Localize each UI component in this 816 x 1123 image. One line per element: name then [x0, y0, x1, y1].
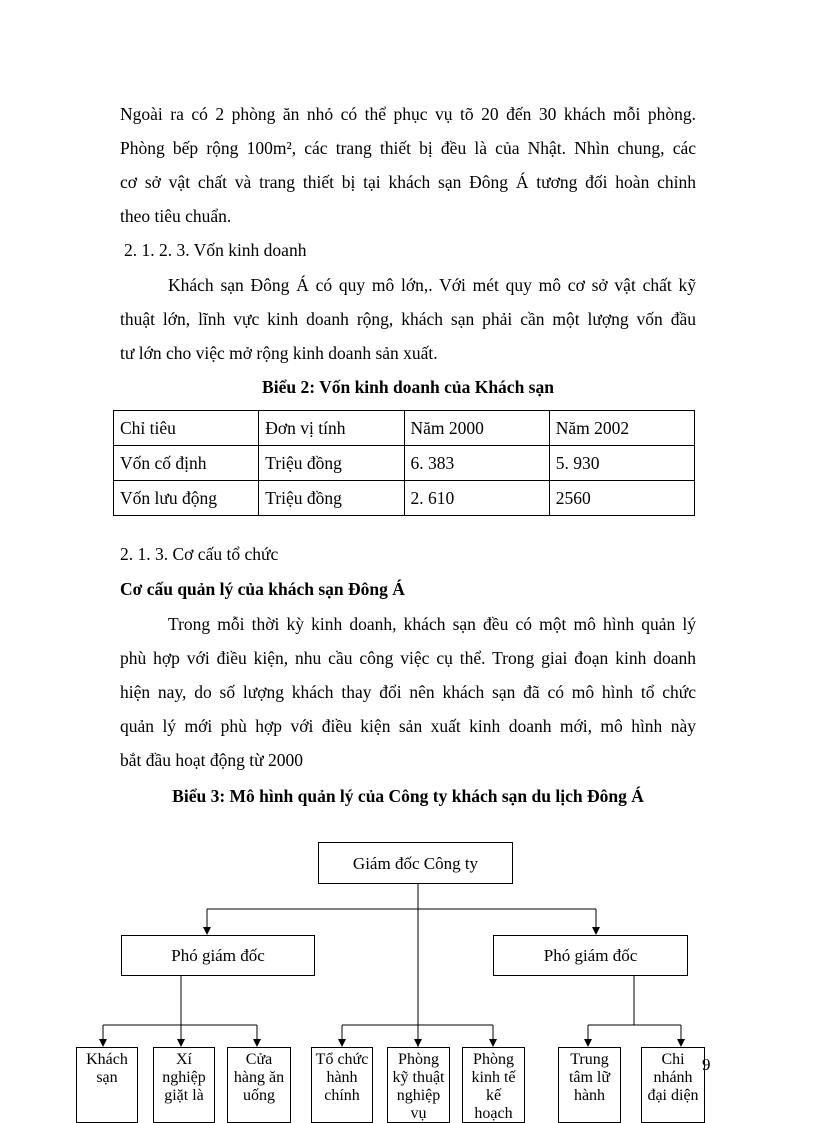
unit-label-line: đại diện: [647, 1087, 699, 1104]
unit-label-line: Cửa: [245, 1051, 273, 1068]
paragraph-line: thuật lớn, lĩnh vực kinh doanh rộng, khách sạn phải cần một lượng vốn đầu: [120, 309, 696, 329]
unit-label-line: tâm lữ: [568, 1069, 611, 1086]
unit-label-line: Tổ chức: [315, 1051, 369, 1068]
unit-administration-box: [311, 1047, 373, 1123]
chart-title: Biểu 3: Mô hình quản lý của Công ty khách sạn du lịch Đông Á: [172, 786, 644, 806]
paragraph-line: tư lớn cho việc mở rộng kinh doanh sản xuất.: [120, 343, 438, 363]
paragraph-line: phù hợp với điều kiện, nhu cầu công việc cụ thể. Trong giai đoạn kinh doanh: [120, 648, 696, 668]
deputy-director-right-box: Phó giám đốc: [493, 935, 688, 976]
paragraph-line: theo tiêu chuẩn.: [120, 206, 232, 226]
unit-label-line: Khách: [86, 1051, 128, 1068]
table-cell: 2. 610: [404, 481, 549, 516]
paragraph-line: bắt đầu hoạt động từ 2000: [120, 750, 303, 770]
table-cell: Vốn lưu động: [114, 481, 259, 516]
paragraph-line: Trong mỗi thời kỳ kinh doanh, khách sạn đều có một mô hình quản lý: [168, 614, 696, 634]
paragraph-line: quản lý mới phù hợp với điều kiện sản xuất kinh doanh mới, mô hình này: [120, 716, 696, 736]
section-heading: 2. 1. 2. 3. Vốn kinh doanh: [124, 240, 307, 260]
unit-technical-box: [387, 1047, 450, 1123]
unit-label-line: Chi: [661, 1051, 685, 1068]
unit-label-line: nghiệp: [396, 1087, 441, 1104]
table-cell: 6. 383: [404, 446, 549, 481]
unit-label-line: hành: [573, 1087, 606, 1104]
unit-label-line: hành: [326, 1069, 358, 1086]
unit-branch-office-box: [641, 1047, 705, 1123]
unit-travel-center-box: [558, 1047, 621, 1123]
unit-label-line: uống: [243, 1087, 275, 1104]
subsection-heading: Cơ cấu quản lý của khách sạn Đông Á: [120, 579, 405, 599]
table-cell: Triệu đồng: [259, 446, 404, 481]
paragraph-line: hiện nay, do số lượng khách thay đổi nên khách sạn đã có mô hình tổ chức: [120, 682, 696, 702]
unit-label-line: chính: [324, 1087, 360, 1104]
table-header-cell: Chỉ tiêu: [114, 411, 259, 446]
unit-label-line: kế: [485, 1087, 502, 1104]
unit-label-line: sạn: [96, 1069, 118, 1086]
unit-label-line: hoạch: [474, 1105, 513, 1122]
table-header-cell: Năm 2000: [404, 411, 549, 446]
table-header-cell: Năm 2002: [549, 411, 694, 446]
unit-restaurant-box: [227, 1047, 291, 1123]
unit-label-line: nhánh: [653, 1069, 693, 1086]
unit-label-line: Trung: [570, 1051, 609, 1068]
unit-hotel-box: [76, 1047, 138, 1123]
paragraph-line: Ngoài ra có 2 phòng ăn nhỏ có thể phục vụ tõ 20 đến 30 khách mỗi phòng.: [120, 104, 696, 124]
table-title: Biểu 2: Vốn kinh doanh của Khách sạn: [262, 377, 554, 397]
paragraph-line: Khách sạn Đông Á có quy mô lớn,. Với mét quy mô cơ sở vật chất kỹ: [168, 275, 696, 295]
unit-label-line: kỹ thuật: [392, 1069, 445, 1086]
unit-laundry-box: [153, 1047, 215, 1123]
unit-planning-box: [462, 1047, 525, 1123]
table-cell: Vốn cố định: [114, 446, 259, 481]
unit-label-line: kinh tế: [471, 1069, 516, 1086]
director-box: Giám đốc Công ty: [318, 842, 513, 884]
unit-label-line: Xí: [176, 1051, 192, 1068]
unit-label-line: Phòng: [473, 1051, 514, 1068]
table-header-cell: Đơn vị tính: [259, 411, 404, 446]
unit-label-line: giặt là: [164, 1087, 204, 1104]
paragraph-line: Phòng bếp rộng 100m², các trang thiết bị đều là của Nhật. Nhìn chung, các: [120, 138, 696, 158]
unit-label-line: Phòng: [398, 1051, 439, 1068]
table-cell: Triệu đồng: [259, 481, 404, 516]
unit-label-line: vụ: [410, 1105, 427, 1122]
table-cell: 2560: [549, 481, 694, 516]
unit-label-line: hàng ăn: [233, 1069, 285, 1086]
section-heading: 2. 1. 3. Cơ cấu tổ chức: [120, 544, 279, 564]
table-cell: 5. 930: [549, 446, 694, 481]
deputy-director-left-box: Phó giám đốc: [121, 935, 315, 976]
paragraph-line: cơ sở vật chất và trang thiết bị tại khách sạn Đông Á tương đối hoàn chỉnh: [120, 172, 696, 192]
unit-label-line: nghiệp: [162, 1069, 206, 1086]
page-number: 9: [702, 1055, 711, 1074]
